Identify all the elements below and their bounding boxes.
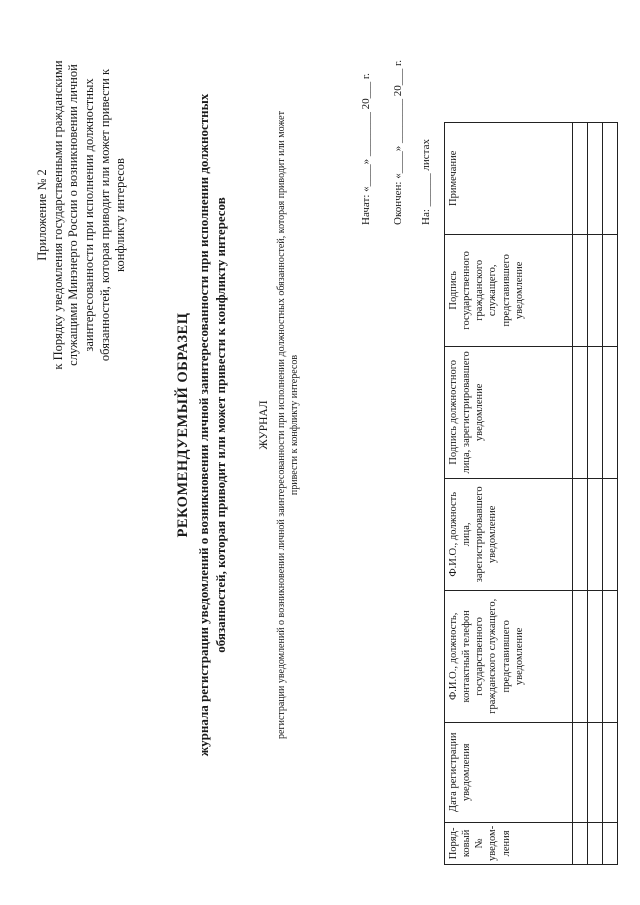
table-cell — [603, 722, 618, 822]
journal-heading: ЖУРНАЛ — [258, 400, 270, 450]
column-header: Примечание — [445, 122, 573, 234]
recommended-sample-label: РЕКОМЕНДУЕМЫЙ ОБРАЗЕЦ — [175, 312, 191, 538]
appendix-line: обязанностей, которая приводит или может привести к — [97, 68, 112, 362]
column-header: Ф.И.О., должность лица, зарегистрировавшего уведомление — [445, 478, 573, 590]
table-cell — [573, 346, 588, 478]
table-row — [603, 122, 618, 864]
table-cell — [603, 234, 618, 346]
journal-subtitle-line: регистрации уведомлений о возникновении личной заинтересованности при исполнении должностных обязанностей, которая приводит или может — [276, 111, 287, 739]
started-date-field: Начат: «____» ________ 20___ г. — [360, 73, 372, 225]
journal-subtitle — [275, 95, 301, 755]
table-cell — [573, 478, 588, 590]
table-cell — [603, 346, 618, 478]
appendix-line: служащими Минэнерго России о возникновении личной — [66, 64, 81, 366]
appendix-line: конфликту интересов — [113, 158, 128, 272]
table-row — [573, 122, 588, 864]
table-cell — [588, 234, 603, 346]
appendix-line: заинтересованности при исполнении должностных — [81, 78, 96, 352]
journal-title-line: журнала регистрации уведомлений о возникновении личной заинтересованности при исполнении должностных — [196, 93, 211, 757]
table-cell — [603, 822, 618, 864]
column-header: Поряд-ковый № уведом-ления — [445, 822, 573, 864]
table-cell — [588, 346, 603, 478]
table-cell — [588, 822, 603, 864]
table-cell — [588, 122, 603, 234]
table-cell — [573, 822, 588, 864]
ended-date-field: Окончен: «____» ________ 20___ г. — [392, 60, 404, 225]
table-cell — [573, 590, 588, 722]
table-cell — [588, 478, 603, 590]
table-cell — [588, 722, 603, 822]
table-cell — [573, 234, 588, 346]
registration-journal-table — [444, 122, 618, 865]
table-cell — [603, 478, 618, 590]
appendix-line: Приложение № 2 — [35, 169, 49, 261]
sheet-count-field: На: ______ листах — [420, 139, 432, 225]
table-header-row — [445, 122, 573, 864]
table-cell — [603, 122, 618, 234]
table-cell — [573, 122, 588, 234]
journal-title-line: обязанностей, которая приводит или может привести к конфликту интересов — [212, 197, 228, 653]
appendix-line: к Порядку уведомления государственными гражданскими — [50, 60, 65, 370]
appendix-header — [35, 5, 129, 425]
journal-form-title — [196, 45, 230, 805]
table-cell — [573, 722, 588, 822]
column-header: Ф.И.О., должность, контактный телефон государственного гражданского служащего, представившего уведомление — [445, 590, 573, 722]
journal-subtitle-line: привести к конфликту интересов — [289, 354, 300, 496]
column-header: Подпись государственного гражданского служащего, представившего уведомление — [445, 234, 573, 346]
table-cell — [588, 590, 603, 722]
column-header: Дата регистрации уведомления — [445, 722, 573, 822]
column-header: Подпись должностного лица, зарегистрировавшего уведомление — [445, 346, 573, 478]
table-cell — [603, 590, 618, 722]
table-row — [588, 122, 603, 864]
